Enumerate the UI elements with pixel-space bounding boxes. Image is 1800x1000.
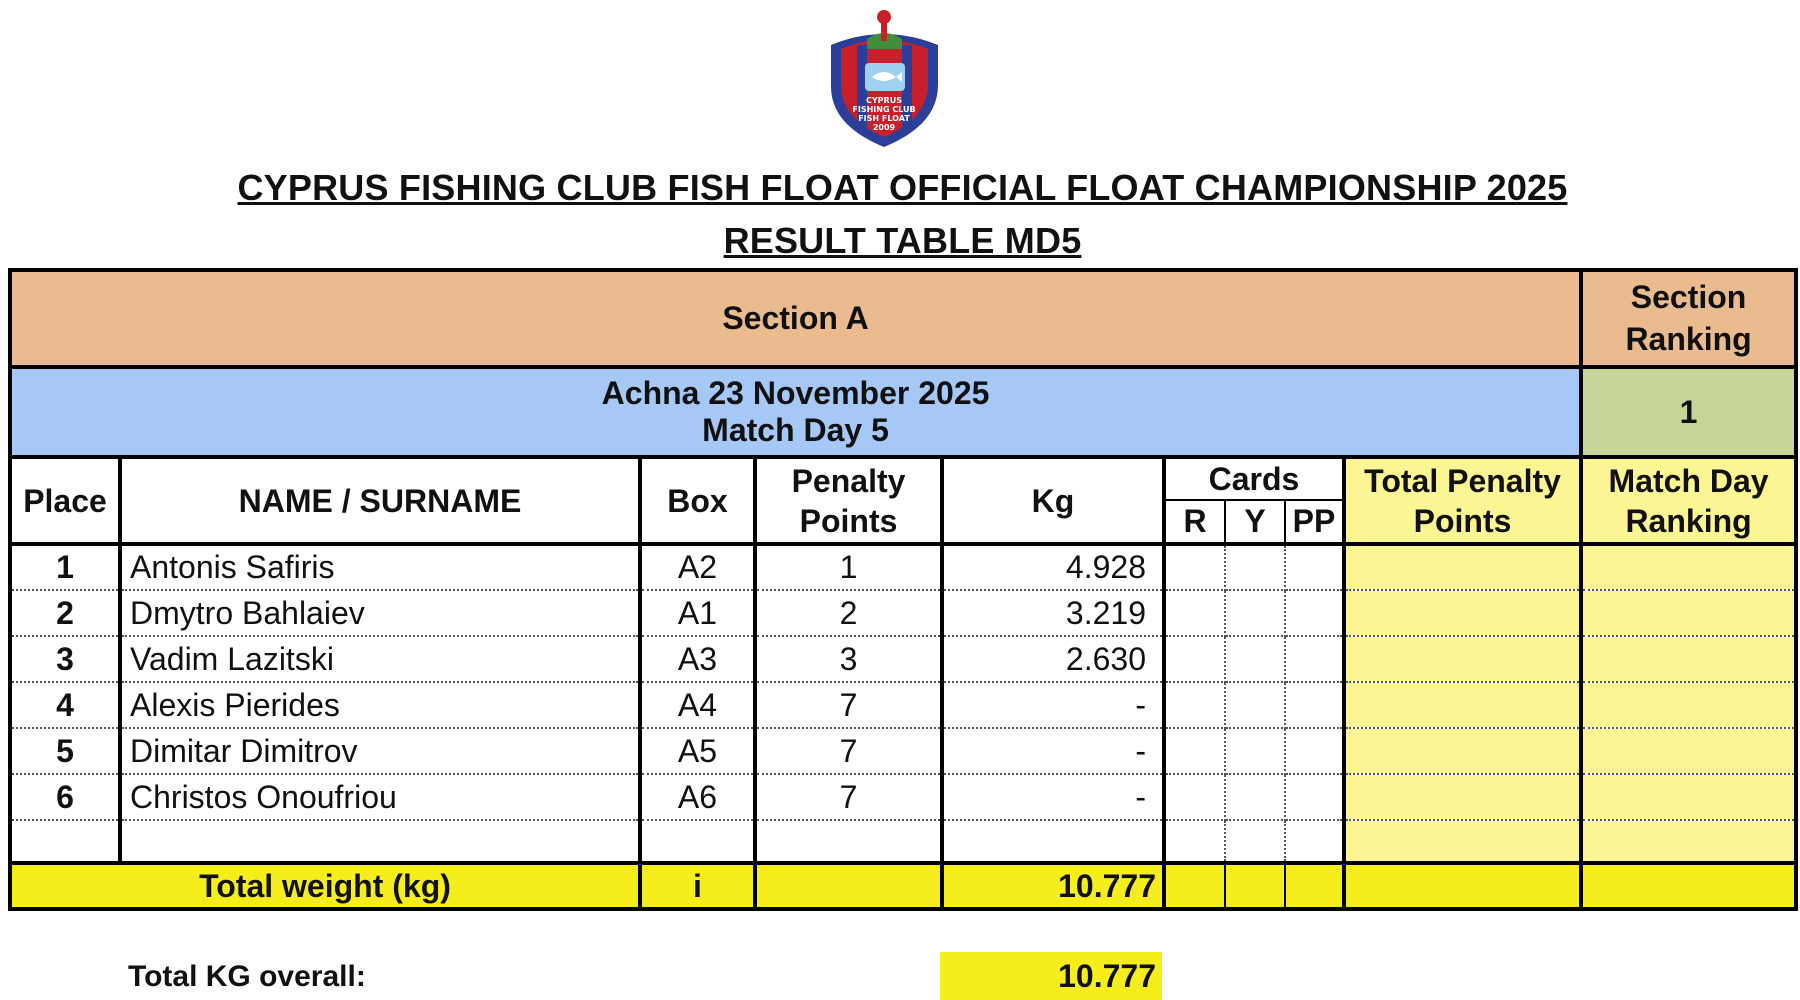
table-row: [10, 590, 1796, 636]
col-cards: Cards: [1164, 457, 1344, 500]
row-kg: [942, 820, 1164, 863]
row-penalty: 2: [755, 590, 942, 636]
row-card-r: [1164, 820, 1225, 863]
row-place: 3: [10, 636, 120, 682]
col-total-penalty-points: Total Penalty Points: [1344, 457, 1581, 544]
col-penalty-points: Penalty Points: [755, 457, 942, 544]
total-label: Total weight (kg): [10, 863, 640, 909]
total-card-r: [1164, 863, 1225, 909]
row-card-r: [1164, 682, 1225, 728]
result-table: [8, 268, 1798, 911]
row-place: 4: [10, 682, 120, 728]
row-kg: -: [942, 682, 1164, 728]
section-name: Section A: [10, 270, 1581, 367]
row-card-y: [1225, 682, 1285, 728]
total-total-penalty: [1344, 863, 1581, 909]
match-info: [10, 367, 1581, 457]
row-place: 1: [10, 544, 120, 590]
col-box: Box: [640, 457, 755, 544]
logo-text-2: FISHING CLUB: [852, 105, 916, 114]
row-match-day-ranking: [1581, 728, 1796, 774]
total-row: [10, 863, 1796, 909]
total-box-marker: i: [640, 863, 755, 909]
col-cards-y: Y: [1225, 500, 1285, 544]
row-match-day-ranking: [1581, 636, 1796, 682]
row-name: Vadim Lazitski: [120, 636, 640, 682]
row-total-penalty: [1344, 728, 1581, 774]
row-card-y: [1225, 590, 1285, 636]
col-kg: Kg: [942, 457, 1164, 544]
row-penalty: 7: [755, 682, 942, 728]
table-row: [10, 774, 1796, 820]
row-card-pp: [1285, 820, 1344, 863]
col-cards-pp: PP: [1285, 500, 1344, 544]
logo-text-4: 2009: [872, 123, 896, 132]
table-row-empty: [10, 820, 1796, 863]
total-match-day-ranking: [1581, 863, 1796, 909]
row-kg: -: [942, 728, 1164, 774]
row-card-pp: [1285, 544, 1344, 590]
row-total-penalty: [1344, 820, 1581, 863]
logo-text-3: FISH FLOAT: [858, 114, 910, 123]
row-name: Dimitar Dimitrov: [120, 728, 640, 774]
row-penalty: 7: [755, 728, 942, 774]
total-kg: 10.777: [942, 863, 1164, 909]
table-row: [10, 636, 1796, 682]
row-box: A5: [640, 728, 755, 774]
row-kg: -: [942, 774, 1164, 820]
row-name: Dmytro Bahlaiev: [120, 590, 640, 636]
row-card-y: [1225, 820, 1285, 863]
page-title: CYPRUS FISHING CLUB FISH FLOAT OFFICIAL FLOAT CHAMPIONSHIP 2025: [237, 167, 1568, 208]
row-card-r: [1164, 544, 1225, 590]
table-row: [10, 682, 1796, 728]
row-penalty: 1: [755, 544, 942, 590]
row-match-day-ranking: [1581, 544, 1796, 590]
match-day: Match Day 5: [702, 412, 889, 448]
row-card-y: [1225, 774, 1285, 820]
row-card-pp: [1285, 590, 1344, 636]
row-card-y: [1225, 636, 1285, 682]
row-kg: 3.219: [942, 590, 1164, 636]
row-match-day-ranking: [1581, 774, 1796, 820]
row-penalty: [755, 820, 942, 863]
row-card-r: [1164, 728, 1225, 774]
club-logo: [817, 5, 952, 150]
col-match-day-ranking: Match Day Ranking: [1581, 457, 1796, 544]
logo-text-1: CYPRUS: [866, 96, 902, 105]
row-box: A2: [640, 544, 755, 590]
col-place: Place: [10, 457, 120, 544]
table-row: [10, 544, 1796, 590]
row-name: Antonis Safiris: [120, 544, 640, 590]
row-place: 5: [10, 728, 120, 774]
row-box: A3: [640, 636, 755, 682]
table-row: [10, 728, 1796, 774]
row-card-pp: [1285, 774, 1344, 820]
col-cards-r: R: [1164, 500, 1225, 544]
row-total-penalty: [1344, 774, 1581, 820]
row-kg: 4.928: [942, 544, 1164, 590]
row-card-y: [1225, 544, 1285, 590]
page-subtitle: RESULT TABLE MD5: [723, 220, 1082, 261]
total-card-y: [1225, 863, 1285, 909]
col-name: NAME / SURNAME: [120, 457, 640, 544]
row-card-y: [1225, 728, 1285, 774]
row-card-pp: [1285, 682, 1344, 728]
row-name: [120, 820, 640, 863]
row-card-r: [1164, 774, 1225, 820]
row-card-pp: [1285, 636, 1344, 682]
total-penalty: [755, 863, 942, 909]
row-name: Alexis Pierides: [120, 682, 640, 728]
row-name: Christos Onoufriou: [120, 774, 640, 820]
location-date: Achna 23 November 2025: [601, 375, 990, 411]
row-match-day-ranking: [1581, 820, 1796, 863]
row-box: A6: [640, 774, 755, 820]
row-penalty: 7: [755, 774, 942, 820]
row-card-r: [1164, 590, 1225, 636]
row-total-penalty: [1344, 544, 1581, 590]
row-place: 6: [10, 774, 120, 820]
row-kg: 2.630: [942, 636, 1164, 682]
overall-label: Total KG overall:: [128, 960, 366, 993]
row-match-day-ranking: [1581, 682, 1796, 728]
row-penalty: 3: [755, 636, 942, 682]
row-total-penalty: [1344, 682, 1581, 728]
row-total-penalty: [1344, 636, 1581, 682]
section-ranking-value: 1: [1581, 367, 1796, 457]
row-card-pp: [1285, 728, 1344, 774]
section-ranking-label: Section Ranking: [1581, 270, 1796, 367]
row-box: A1: [640, 590, 755, 636]
row-box: [640, 820, 755, 863]
row-total-penalty: [1344, 590, 1581, 636]
row-box: A4: [640, 682, 755, 728]
row-card-r: [1164, 636, 1225, 682]
overall-value: 10.777: [940, 952, 1162, 1000]
row-place: 2: [10, 590, 120, 636]
row-match-day-ranking: [1581, 590, 1796, 636]
row-place: [10, 820, 120, 863]
total-card-pp: [1285, 863, 1344, 909]
